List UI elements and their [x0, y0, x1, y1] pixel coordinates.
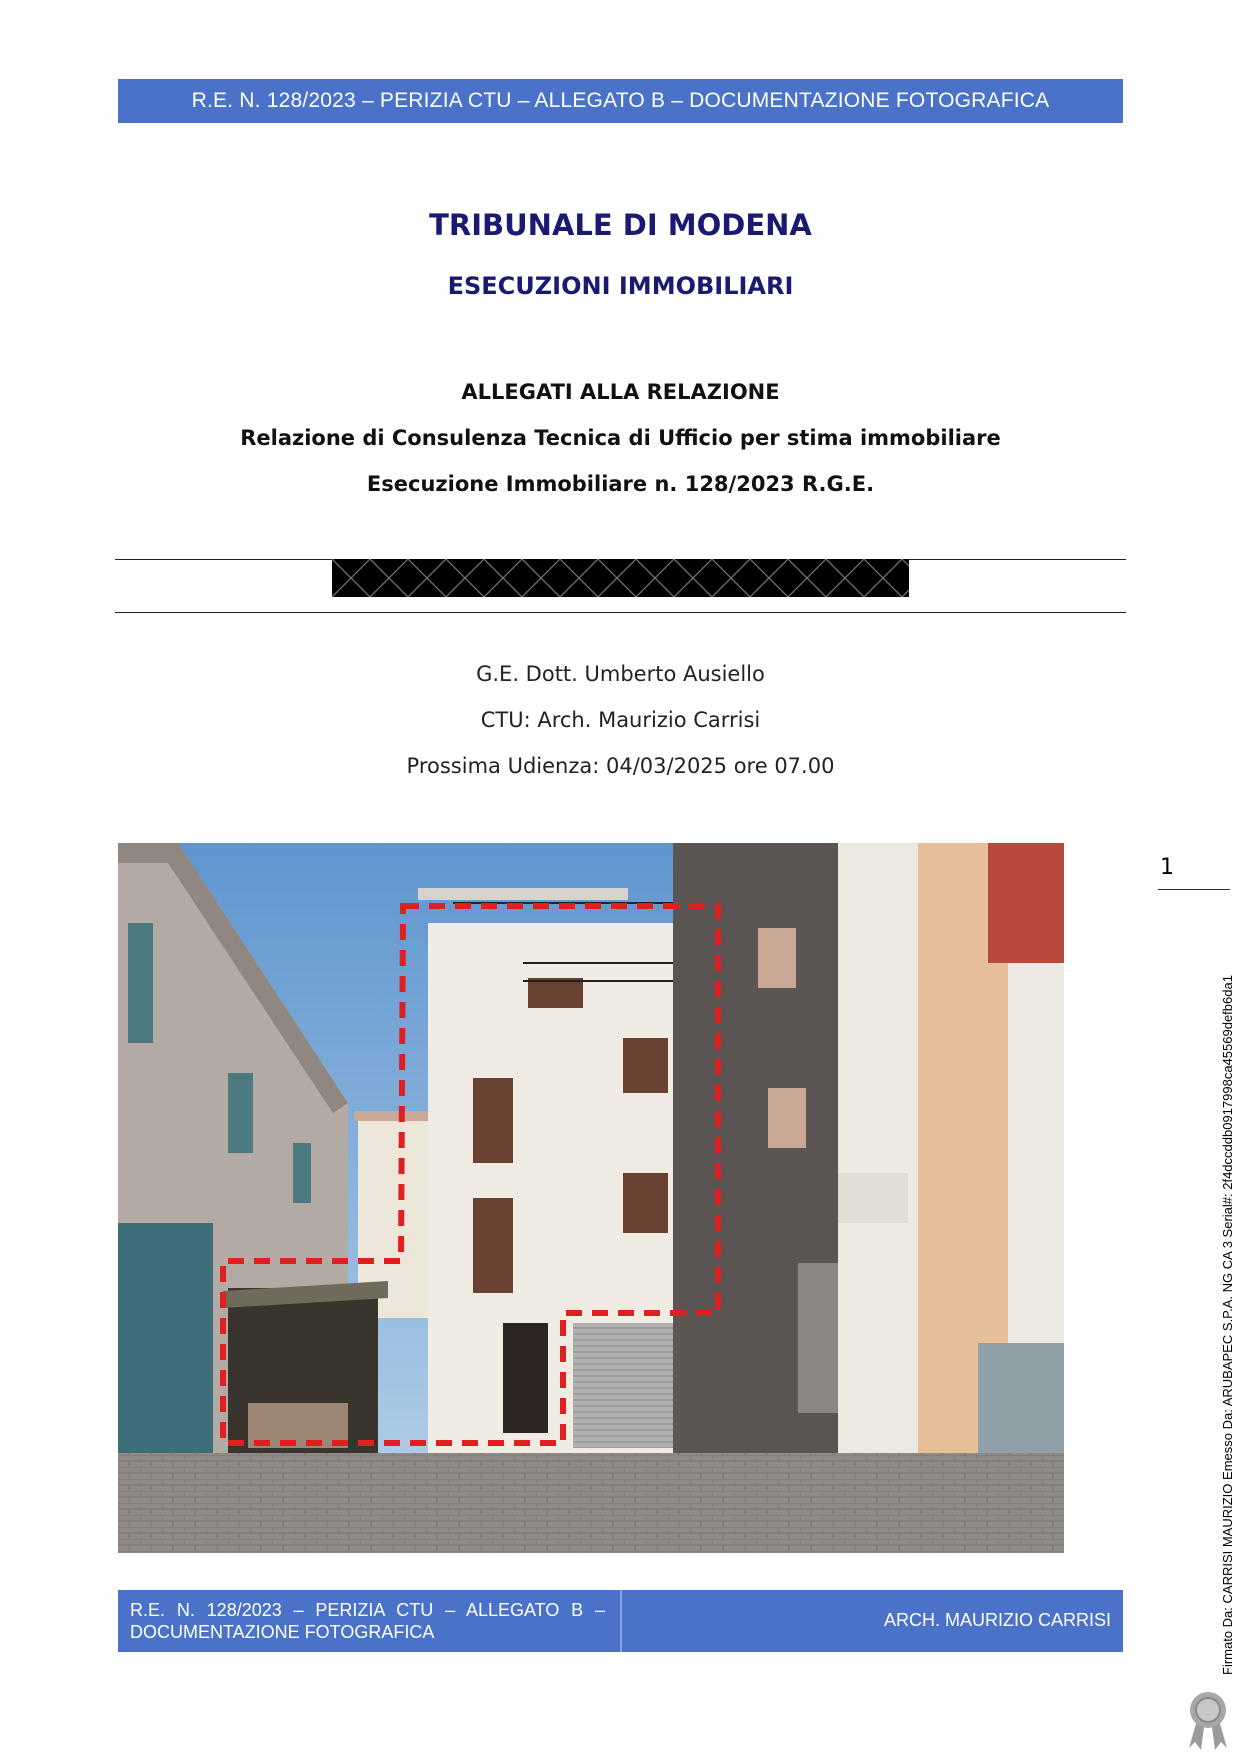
court-title: TRIBUNALE DI MODENA — [429, 208, 812, 242]
footer-band — [118, 1590, 1123, 1652]
header-band — [118, 79, 1123, 123]
judge-line: G.E. Dott. Umberto Ausiello — [476, 662, 765, 686]
header-text: R.E. N. 128/2023 – PERIZIA CTU – ALLEGATO B – DOCUMENTAZIONE FOTOGRAFICA — [191, 89, 1050, 112]
ctu-line: CTU: Arch. Maurizio Carrisi — [480, 708, 761, 732]
report-description: Relazione di Consulenza Tecnica di Ufficio per stima immobiliare — [240, 426, 1001, 450]
hearing-line: Prossima Udienza: 04/03/2025 ore 07.00 — [406, 754, 835, 778]
attachments-heading: ALLEGATI ALLA RELAZIONE — [461, 380, 780, 404]
footer-separator — [620, 1590, 622, 1652]
digital-signature: Firmato Da: CARRISI MAURIZIO Emesso Da: ARUBAPEC S.P.A. NG CA 3 Serial#: 2f4dccddb0917998ca45569defb6da1 — [1220, 975, 1235, 1675]
page-number-rule — [1158, 889, 1230, 890]
footer-right-text: ARCH. MAURIZIO CARRISI — [883, 1610, 1111, 1630]
divider-bottom — [115, 612, 1126, 613]
page-number: 1 — [1160, 855, 1174, 880]
redaction-bar — [332, 559, 909, 597]
footer-left-text: R.E. N. 128/2023 – PERIZIA CTU – ALLEGATO B – DOCUMENTAZIONE FOTOGRAFICA — [130, 1600, 605, 1642]
execution-number: Esecuzione Immobiliare n. 128/2023 R.G.E. — [366, 472, 875, 496]
seal-icon — [1185, 1690, 1231, 1752]
section-title: ESECUZIONI IMMOBILIARI — [447, 272, 794, 300]
building-photo — [118, 843, 1064, 1553]
